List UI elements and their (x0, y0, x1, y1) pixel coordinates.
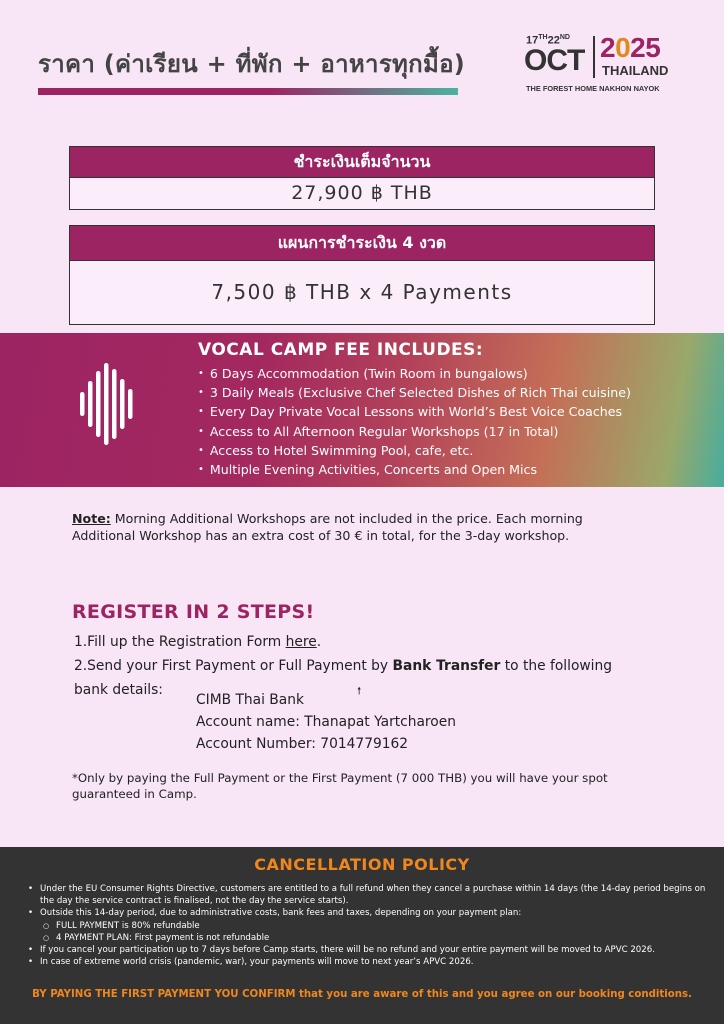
step1-text: 1.Fill up the Registration Form (74, 634, 286, 650)
bank-transfer-label: Bank Transfer (392, 658, 501, 674)
installment-heading: แผนการชำระเงิน 4 งวด (70, 226, 654, 260)
fee-item: • Access to Hotel Swimming Pool, cafe, etc. (198, 441, 631, 460)
cancellation-item: • If you cancel your participation up to 7 days before Camp starts, there will be no refund and your entire payment will be moved to APVC 2026. (26, 944, 716, 956)
guarantee-note: *Only by paying the Full Payment or the First Payment (7 000 THB) you will have your spot guaranteed in Camp. (72, 771, 608, 801)
full-payment-box (69, 146, 655, 210)
step2-text: 2.Send your First Payment or Full Payment by (74, 658, 393, 674)
booking-conditions-footer: BY PAYING THE FIRST PAYMENT YOU CONFIRM that you are aware of this and you agree on our booking conditions. (32, 989, 692, 1000)
fee-item: • Multiple Evening Activities, Concerts and Open Mics (198, 460, 631, 479)
step1-suffix: . (316, 634, 322, 650)
register-title: REGISTER IN 2 STEPS! (72, 601, 315, 623)
logo-divider (593, 36, 595, 78)
morning-workshop-note (72, 510, 632, 544)
step2-suffix: to the following (500, 658, 613, 674)
fee-item: • Access to All Afternoon Regular Workshops (17 in Total) (198, 422, 631, 441)
register-step-2-continued: bank details: (74, 682, 163, 698)
cancellation-list (26, 883, 716, 968)
installment-amount: 7,500 ฿ THB x 4 Payments (70, 260, 654, 324)
page-title: ราคา (ค่าเรียน + ที่พัก + อาหารทุกมื้อ) (38, 50, 466, 78)
fee-includes-list (198, 364, 631, 479)
sound-wave-icon (80, 359, 136, 449)
register-step-2 (74, 658, 612, 674)
text-cursor-icon: 🠕 (357, 686, 362, 697)
bank-account-name: Account name: Thanapat Yartcharoen (196, 714, 456, 730)
full-payment-heading: ชำระเงินเต็มจำนวน (70, 147, 654, 177)
cancellation-item: • In case of extreme world crisis (pandemic, war), your payments will move to next year’s APVC 2026. (26, 956, 716, 968)
note-label: Note: (72, 511, 111, 526)
cancellation-policy-panel (0, 847, 724, 1024)
bank-name: CIMB Thai Bank (196, 692, 304, 708)
fee-includes-title: VOCAL CAMP FEE INCLUDES: (198, 340, 484, 360)
logo-dates: 17TH22ND (526, 34, 570, 47)
registration-form-link[interactable]: here (285, 634, 317, 650)
fee-includes-band (0, 333, 724, 487)
fee-item: • Every Day Private Vocal Lessons with World’s Best Voice Coaches (198, 402, 631, 421)
bank-account-number: Account Number: 7014779162 (196, 736, 409, 752)
cancellation-item: • Outside this 14-day period, due to administrative costs, bank fees and taxes, depending on your payment plan: (26, 907, 716, 919)
event-logo (522, 34, 682, 98)
logo-year: 2025 (600, 32, 661, 63)
cancellation-item: • Under the EU Consumer Rights Directive, customers are entitled to a full refund when they cancel a purchase within 14 days (the 14-day period begins on the day the service contract is finalised, not the day the service starts). (26, 883, 716, 907)
cancellation-sub-item: ○ 4 PAYMENT PLAN: First payment is not refundable (26, 932, 716, 944)
title-underline-bar (38, 88, 458, 95)
register-step-1 (74, 634, 321, 650)
fee-item: • 6 Days Accommodation (Twin Room in bungalows) (198, 364, 631, 383)
logo-country: THAILAND (602, 63, 669, 78)
cancellation-sub-item: ○ FULL PAYMENT is 80% refundable (26, 920, 716, 932)
full-payment-amount: 27,900 ฿ THB (70, 177, 654, 209)
installment-box (69, 225, 655, 325)
fee-item: • 3 Daily Meals (Exclusive Chef Selected Dishes of Rich Thai cuisine) (198, 383, 631, 402)
cancellation-title: CANCELLATION POLICY (254, 855, 470, 874)
logo-month: OCT (524, 44, 585, 77)
note-text: Morning Additional Workshops are not included in the price. Each morning Additional Workshop has an extra cost of 30 € in total, for the 3-day workshop. (72, 511, 583, 543)
logo-venue: THE FOREST HOME NAKHON NAYOK (526, 84, 660, 93)
